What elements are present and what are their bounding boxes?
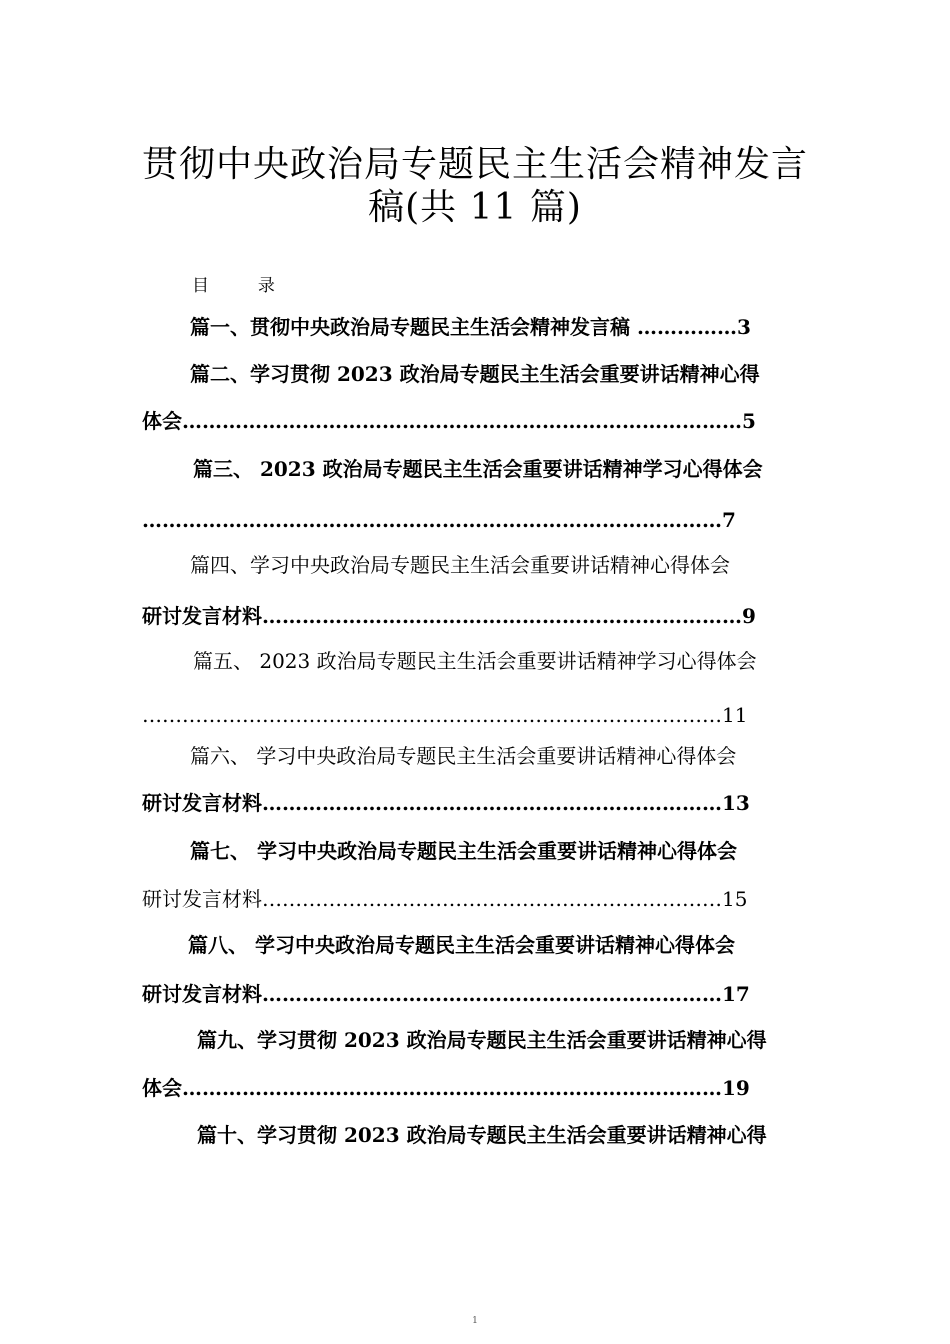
toc-heading [192,271,275,296]
toc-entry-9-page[interactable]: 体会………………………………………………………………………19 [142,1076,750,1100]
document-title-line-1: 贯彻中央政治局专题民主生活会精神发言 [141,144,808,185]
toc-entry-5-title[interactable]: 篇五、 2023 政治局专题民主生活会重要讲话精神学习心得体会 [193,649,757,673]
toc-entry-6-title[interactable]: 篇六、 学习中央政治局专题民主生活会重要讲话精神心得体会 [190,744,737,768]
toc-entry-4-title[interactable]: 篇四、学习中央政治局专题民主生活会重要讲话精神心得体会 [190,553,730,577]
page-number: 1 [472,1316,478,1326]
toc-heading-char-1: 目 [192,276,209,296]
toc-entry-1[interactable]: 篇一、贯彻中央政治局专题民主生活会精神发言稿 ……………3 [190,315,751,339]
toc-entry-3-page[interactable]: ……………………………………………………………………………7 [142,508,736,532]
document-title-line-2: 稿(共 11 篇) [368,187,582,228]
toc-entry-3-title[interactable]: 篇三、 2023 政治局专题民主生活会重要讲话精神学习心得体会 [193,457,763,481]
toc-heading-char-2: 录 [257,276,275,296]
toc-entry-8-page[interactable]: 研讨发言材料……………………………………………………………17 [142,982,750,1006]
toc-entry-10-title[interactable]: 篇十、学习贯彻 2023 政治局专题民主生活会重要讲话精神心得 [197,1123,767,1147]
toc-entry-5-page[interactable]: ……………………………………………………………………………11 [142,703,748,727]
toc-entry-4-page[interactable]: 研讨发言材料………………………………………………………………9 [142,604,756,628]
toc-entry-2-title[interactable]: 篇二、学习贯彻 2023 政治局专题民主生活会重要讲话精神心得 [190,362,760,386]
toc-entry-9-title[interactable]: 篇九、学习贯彻 2023 政治局专题民主生活会重要讲话精神心得 [197,1028,767,1052]
toc-entry-6-page[interactable]: 研讨发言材料……………………………………………………………13 [142,791,750,815]
toc-entry-8-title[interactable]: 篇八、 学习中央政治局专题民主生活会重要讲话精神心得体会 [188,933,735,957]
toc-entry-7-page[interactable]: 研讨发言材料……………………………………………………………15 [142,887,748,911]
toc-entry-7-title[interactable]: 篇七、 学习中央政治局专题民主生活会重要讲话精神心得体会 [190,839,737,863]
toc-entry-2-page[interactable]: 体会…………………………………………………………………………5 [142,409,756,433]
